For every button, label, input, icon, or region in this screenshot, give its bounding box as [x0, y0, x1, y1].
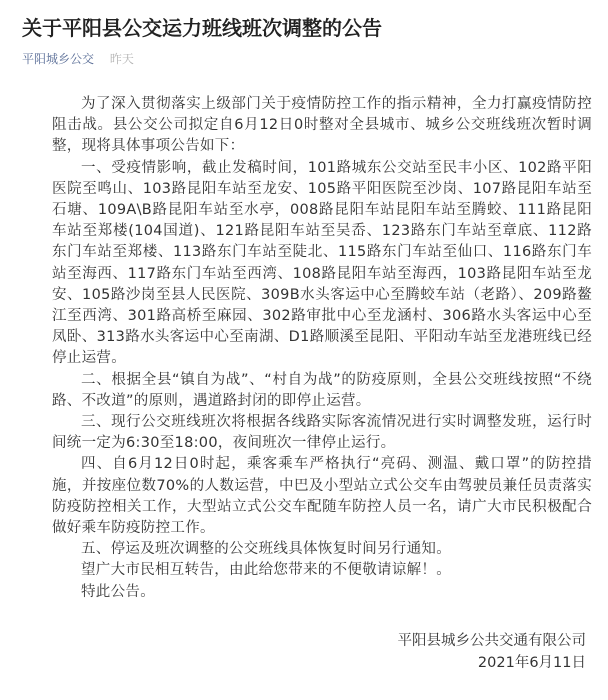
signature: [398, 630, 587, 674]
paragraph-item-4: 四、自6月12日0时起，乘客乘车严格执行“亮码、测温、戴口罩”的防控措施，并按座位数70%的人数运营，中巴及小型站立式公交车由驾驶员兼任员责落实防疫防控相关工作，大型站立式公交车配随车防控人员一名，请广大市民积极配合做好乘车防疫防控工作。: [52, 456, 592, 537]
paragraph-closing: 望广大市民相互转告，由此给您带来的不便敬请谅解！。: [81, 562, 451, 579]
paragraph-item-5: 五、停运及班次调整的公交班线具体恢复时间另行通知。: [81, 541, 451, 558]
paragraph-notice-end: 特此公告。: [81, 583, 155, 600]
paragraph-item-1: 一、受疫情影响，截止发稿时间，101路城东公交站至民丰小区、102路平阳医院至鸣山、103路昆阳车站至龙安、105路平阳医院至沙岗、107路昆阳车站至石塘、109A\B路昆阳车站至水亭，008路昆阳车站昆阳车站至腾蛟、111路昆阳车站至郑楼(104国道)、121路昆阳车站至吴岙、123路东门车站至章底、112路东门车站至郑楼、113路东门车站至陡北、115路东门车站至仙口、116路东门车站至海西、117路东门车站至西湾、108路昆阳车站至海西，103路昆阳车站至龙安、105路沙岗至县人民医院、309B水头客运中心至腾蛟车站（老路）、209路鳌江至西湾、301路高桥至麻园、302路审批中心至龙涵村、306路水头客运中心至凤卧、313路水头客运中心至南湖、D1路顺溪至昆阳、平阳动车站至龙港班线已经停止运营。: [52, 159, 592, 367]
publish-time: 昨天: [109, 52, 134, 66]
signature-org: 平阳县城乡公共交通有限公司: [397, 633, 586, 649]
article-body: [52, 94, 592, 603]
signature-date: 2021年6月11日: [477, 655, 586, 671]
paragraph-item-3: 三、现行公交班线班次将根据各线路实际客流情况进行实时调整发班，运行时间统一定为6:30至18:00，夜间班次一律停止运行。: [52, 414, 592, 452]
paragraph-item-2: 二、根据全县“镇自为战”、“村自为战”的防疫原则，全县公交班线按照“不绕路、不改道”的原则，遇道路封闭的即停止运营。: [52, 371, 592, 409]
article-title: 关于平阳县公交运力班线班次调整的公告: [22, 16, 382, 40]
article-meta: [22, 51, 134, 67]
author-link[interactable]: 平阳城乡公交: [22, 52, 95, 66]
paragraph-intro: 为了深入贯彻落实上级部门关于疫情防控工作的指示精神，全力打赢疫情防控阻击战。县公交公司拟定自6月12日0时整对全县城市、城乡公交班线班次暂时调整，现将具体事项公告如下：: [52, 96, 592, 155]
